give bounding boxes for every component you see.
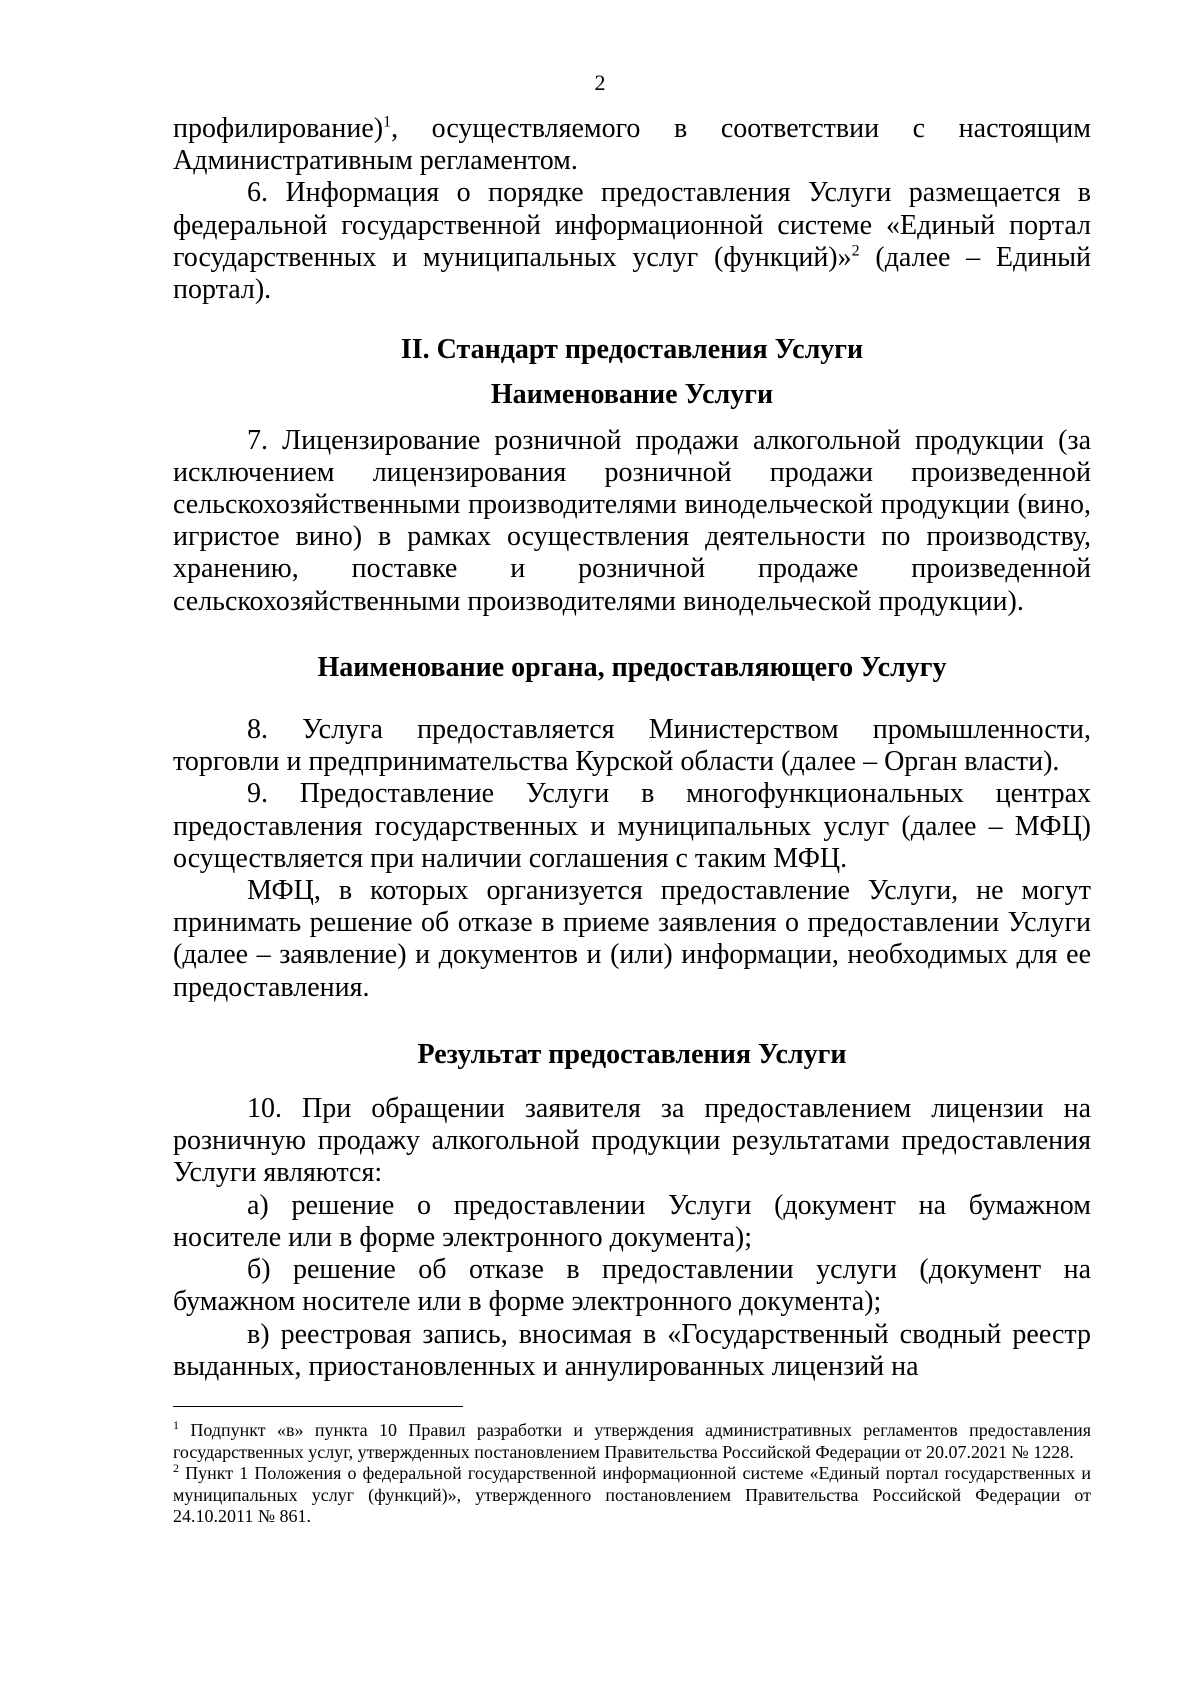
paragraph-7: 7. Лицензирование розничной продажи алкогольной продукции (за исключением лицензирования розничной продажи произведенной сельскохозяйственными производителями винодельческой продукции (вино, игристое вино) в рамках осуществления деятельности по производству, хранению, поставке и розничной продаже произведенной сельскохозяйственными производителями винодельческой продукции). — [173, 424, 1091, 617]
subheading-authority: Наименование органа, предоставляющего Услугу — [317, 651, 947, 683]
paragraph-text: (далее – Единый портал). — [173, 241, 1091, 306]
page-number: 2 — [594, 70, 606, 95]
paragraph-10-b: б) решение об отказе в предоставлении услуги (документ на бумажном носителе или в форме электронного документа); — [173, 1254, 1091, 1318]
footnote-number: 2 — [173, 1461, 179, 1475]
subheading-result: Результат предоставления Услуги — [417, 1038, 847, 1070]
footnotes — [173, 1420, 1091, 1528]
footnote-2 — [173, 1463, 1091, 1528]
document-body — [173, 113, 1091, 1383]
paragraph-8: 8. Услуга предоставляется Министерством промышленности, торговли и предпринимательства Курской области (далее – Орган власти). — [173, 714, 1091, 778]
subheading-service-name: Наименование Услуги — [490, 379, 774, 411]
paragraph-10-a: а) решение о предоставлении Услуги (документ на бумажном носителе или в форме электронного документа); — [173, 1189, 1091, 1253]
paragraph-10: 10. При обращении заявителя за предоставлением лицензии на розничную продажу алкогольной продукции результатами предоставления Услуги являются: — [173, 1093, 1091, 1189]
paragraph-text: 6. Информация о порядке предоставления Услуги размещается в федеральной государственной информационной системе «Единый портал государственных и муниципальных услуг (функций)» — [173, 177, 1091, 273]
section-heading: II. Стандарт предоставления Услуги — [400, 334, 864, 366]
paragraph-9: 9. Предоставление Услуги в многофункциональных центрах предоставления государственных и муниципальных услуг (далее – МФЦ) осуществляется при наличии соглашения с таким МФЦ. — [173, 778, 1091, 874]
footnote-text: Пункт 1 Положения о федеральной государственной информационной системе «Единый портал государственных и муниципальных услуг (функций)», утвержденного постановлением Правительства Российской Федерации от 24.10.2011 № 861. — [173, 1463, 1091, 1526]
paragraph-text: профилирование) — [173, 113, 384, 144]
footnote-divider — [173, 1406, 463, 1407]
paragraph-continuation — [173, 113, 1091, 177]
paragraph-10-c: в) реестровая запись, вносимая в «Государственный сводный реестр выданных, приостановленных и аннулированных лицензий на — [173, 1318, 1091, 1382]
paragraph-6 — [173, 177, 1091, 306]
paragraph-9-continued: МФЦ, в которых организуется предоставление Услуги, не могут принимать решение об отказе в приеме заявления о предоставлении Услуги (далее – заявление) и документов и (или) информации, необходимых для ее предоставления. — [173, 875, 1091, 1003]
paragraph-text: , осуществляемого в соответствии с настоящим Административным регламентом. — [173, 113, 1091, 177]
footnote-ref-1: 1 — [383, 113, 392, 131]
footnote-number: 1 — [173, 1418, 179, 1432]
footnote-ref-2: 2 — [851, 242, 860, 260]
footnote-text: Подпункт «в» пункта 10 Правил разработки и утверждения административных регламентов предоставления государственных услуг, утвержденных постановлением Правительства Российской Федерации от 20.07.2021 № 1228. — [173, 1420, 1091, 1462]
footnote-1 — [173, 1420, 1091, 1463]
